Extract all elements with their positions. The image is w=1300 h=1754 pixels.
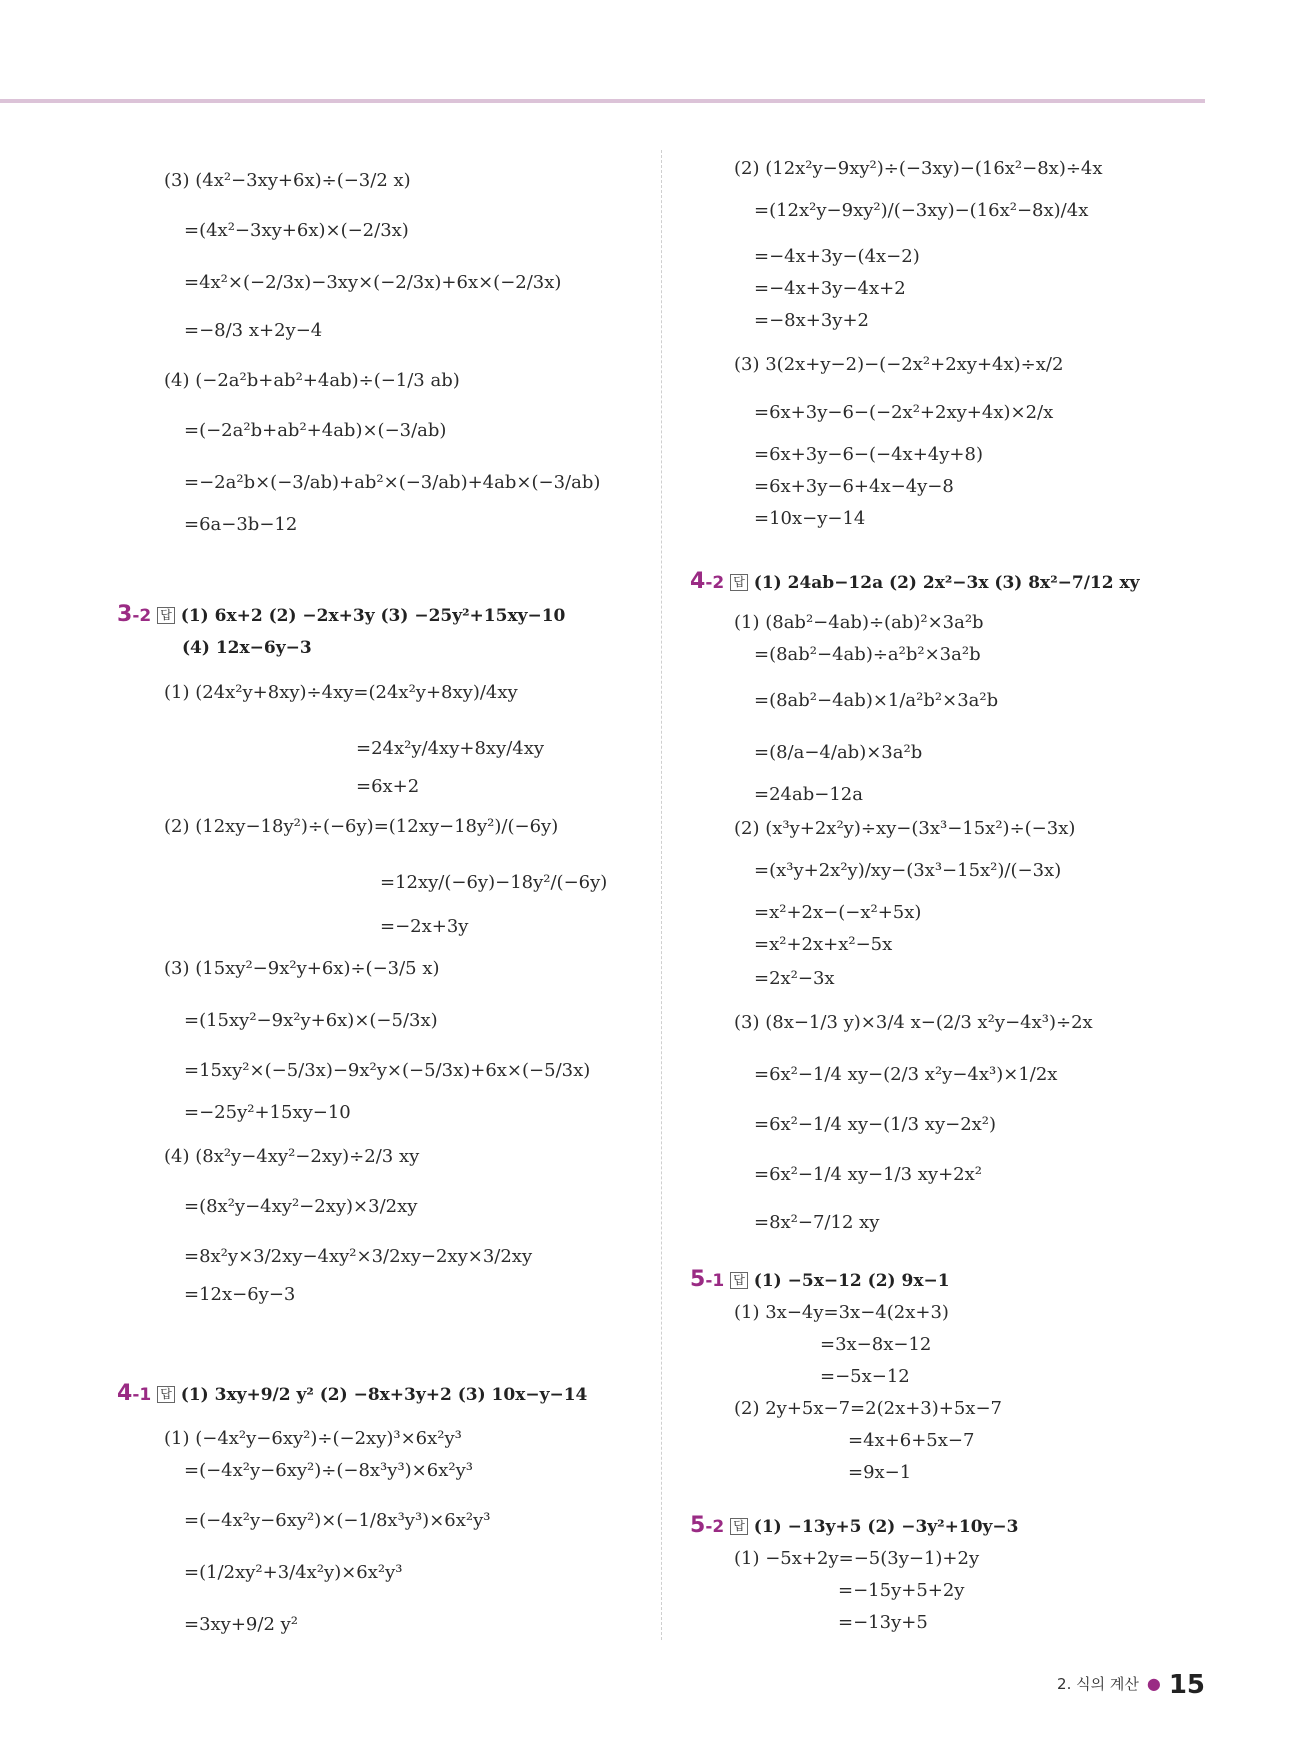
answer-label: 답 [157, 1386, 175, 1403]
solution-line: =(15xy²−9x²y+6x)×(−5/3x) [184, 1010, 438, 1031]
solution-line: =24ab−12a [754, 784, 863, 805]
solution-line: =4x²×(−2/3x)−3xy×(−2/3x)+6x×(−2/3x) [184, 272, 562, 293]
solution-line: =(8ab²−4ab)÷a²b²×3a²b [754, 644, 981, 665]
solution-line: =4x+6+5x−7 [848, 1430, 975, 1451]
solution-line: =6x+3y−6−(−2x²+2xy+4x)×2/x [754, 402, 1054, 423]
solution-line: (3) (4x²−3xy+6x)÷(−3/2 x) [164, 170, 411, 191]
solution-line: =(4x²−3xy+6x)×(−2/3x) [184, 220, 409, 241]
solution-line: =−13y+5 [838, 1612, 928, 1633]
problem-number: 5-2 [690, 1513, 725, 1538]
solution-line: =−8/3 x+2y−4 [184, 320, 323, 341]
solution-line: (2) (12xy−18y²)÷(−6y)=(12xy−18y²)/(−6y) [164, 816, 559, 837]
answer-label: 답 [157, 607, 175, 624]
solution-line: =(8x²y−4xy²−2xy)×3/2xy [184, 1196, 418, 1217]
answer-summary: (1) 24ab−12a (2) 2x²−3x (3) 8x²−7/12 xy [753, 573, 1140, 593]
solution-line: =6x+3y−6+4x−4y−8 [754, 476, 954, 497]
solution-line: (1) (−4x²y−6xy²)÷(−2xy)³×6x²y³ [164, 1428, 462, 1449]
answer-label: 답 [730, 1272, 748, 1289]
solution-line: =(8/a−4/ab)×3a²b [754, 742, 923, 763]
problem-number: 4-1 [117, 1381, 152, 1406]
solution-line: =10x−y−14 [754, 508, 866, 529]
problem-header-4-1 [117, 1382, 587, 1407]
top-rule [0, 99, 1205, 103]
solution-line: =−8x+3y+2 [754, 310, 870, 331]
solution-line: =6x+2 [356, 776, 420, 797]
solution-line: =3x−8x−12 [820, 1334, 932, 1355]
problem-header-4-2 [690, 570, 1140, 595]
solution-line: =15xy²×(−5/3x)−9x²y×(−5/3x)+6x×(−5/3x) [184, 1060, 591, 1081]
solution-line: (3) 3(2x+y−2)−(−2x²+2xy+4x)÷x/2 [734, 354, 1064, 375]
solution-line: (4) (8x²y−4xy²−2xy)÷2/3 xy [164, 1146, 420, 1167]
solution-line: =12xy/(−6y)−18y²/(−6y) [380, 872, 608, 893]
solution-line: =3xy+9/2 y² [184, 1614, 299, 1635]
problem-number: 4-2 [690, 569, 725, 594]
section-title: 2. 식의 계산 [1057, 1675, 1139, 1693]
solution-line: =(x³y+2x²y)/xy−(3x³−15x²)/(−3x) [754, 860, 1062, 881]
solution-line: =x²+2x−(−x²+5x) [754, 902, 922, 923]
answer-summary-line2: (4) 12x−6y−3 [182, 638, 312, 658]
solution-line: =−5x−12 [820, 1366, 910, 1387]
page-footer [1057, 1670, 1205, 1700]
solution-line: =8x²−7/12 xy [754, 1212, 880, 1233]
solution-line: (3) (8x−1/3 y)×3/4 x−(2/3 x²y−4x³)÷2x [734, 1012, 1093, 1033]
solution-line: =−4x+3y−4x+2 [754, 278, 906, 299]
solution-line: =(−2a²b+ab²+4ab)×(−3/ab) [184, 420, 447, 441]
solution-line: =6a−3b−12 [184, 514, 298, 535]
answer-summary: (1) 3xy+9/2 y² (2) −8x+3y+2 (3) 10x−y−14 [180, 1385, 588, 1405]
answer-label: 답 [730, 1518, 748, 1535]
solution-line: (2) (x³y+2x²y)÷xy−(3x³−15x²)÷(−3x) [734, 818, 1076, 839]
solution-line: (1) −5x+2y=−5(3y−1)+2y [734, 1548, 980, 1569]
solution-line: =x²+2x+x²−5x [754, 934, 893, 955]
solution-line: =−4x+3y−(4x−2) [754, 246, 920, 267]
solution-line: =9x−1 [848, 1462, 912, 1483]
problem-header-5-1 [690, 1268, 950, 1293]
solution-line: =−2a²b×(−3/ab)+ab²×(−3/ab)+4ab×(−3/ab) [184, 472, 601, 493]
solution-line: (1) (24x²y+8xy)÷4xy=(24x²y+8xy)/4xy [164, 682, 518, 703]
solution-line: =2x²−3x [754, 968, 835, 989]
solution-line: =−15y+5+2y [838, 1580, 965, 1601]
problem-number: 5-1 [690, 1267, 725, 1292]
page-number: 15 [1168, 1670, 1205, 1700]
solution-line: (2) (12x²y−9xy²)÷(−3xy)−(16x²−8x)÷4x [734, 158, 1103, 179]
answer-summary: (1) 6x+2 (2) −2x+3y (3) −25y²+15xy−10 [180, 606, 566, 626]
solution-line: (2) 2y+5x−7=2(2x+3)+5x−7 [734, 1398, 1002, 1419]
solution-line: =−25y²+15xy−10 [184, 1102, 351, 1123]
solution-line: =6x²−1/4 xy−1/3 xy+2x² [754, 1164, 982, 1185]
solution-line: =(8ab²−4ab)×1/a²b²×3a²b [754, 690, 999, 711]
answer-label: 답 [730, 574, 748, 591]
answer-summary: (1) −13y+5 (2) −3y²+10y−3 [753, 1517, 1019, 1537]
problem-number: 3-2 [117, 602, 152, 627]
solution-line: =6x²−1/4 xy−(1/3 xy−2x²) [754, 1114, 997, 1135]
solution-line: =6x²−1/4 xy−(2/3 x²y−4x³)×1/2x [754, 1064, 1058, 1085]
problem-header-3-2 [117, 603, 565, 628]
solution-line: =8x²y×3/2xy−4xy²×3/2xy−2xy×3/2xy [184, 1246, 533, 1267]
problem-header-5-2 [690, 1514, 1018, 1539]
column-divider [661, 150, 662, 1640]
solution-line: =(1/2xy²+3/4x²y)×6x²y³ [184, 1562, 403, 1583]
solution-line: (1) (8ab²−4ab)÷(ab)²×3a²b [734, 612, 984, 633]
bullet-icon: ● [1146, 1674, 1161, 1693]
solution-line: (3) (15xy²−9x²y+6x)÷(−3/5 x) [164, 958, 440, 979]
solution-line: =(−4x²y−6xy²)×(−1/8x³y³)×6x²y³ [184, 1510, 491, 1531]
solution-line: =12x−6y−3 [184, 1284, 296, 1305]
solution-line: (4) (−2a²b+ab²+4ab)÷(−1/3 ab) [164, 370, 460, 391]
solution-line: =(12x²y−9xy²)/(−3xy)−(16x²−8x)/4x [754, 200, 1089, 221]
answer-summary: (1) −5x−12 (2) 9x−1 [753, 1271, 950, 1291]
solution-line: =24x²y/4xy+8xy/4xy [356, 738, 545, 759]
solution-line: =−2x+3y [380, 916, 469, 937]
solution-line: =6x+3y−6−(−4x+4y+8) [754, 444, 983, 465]
solution-line: (1) 3x−4y=3x−4(2x+3) [734, 1302, 949, 1323]
solution-line: =(−4x²y−6xy²)÷(−8x³y³)×6x²y³ [184, 1460, 473, 1481]
